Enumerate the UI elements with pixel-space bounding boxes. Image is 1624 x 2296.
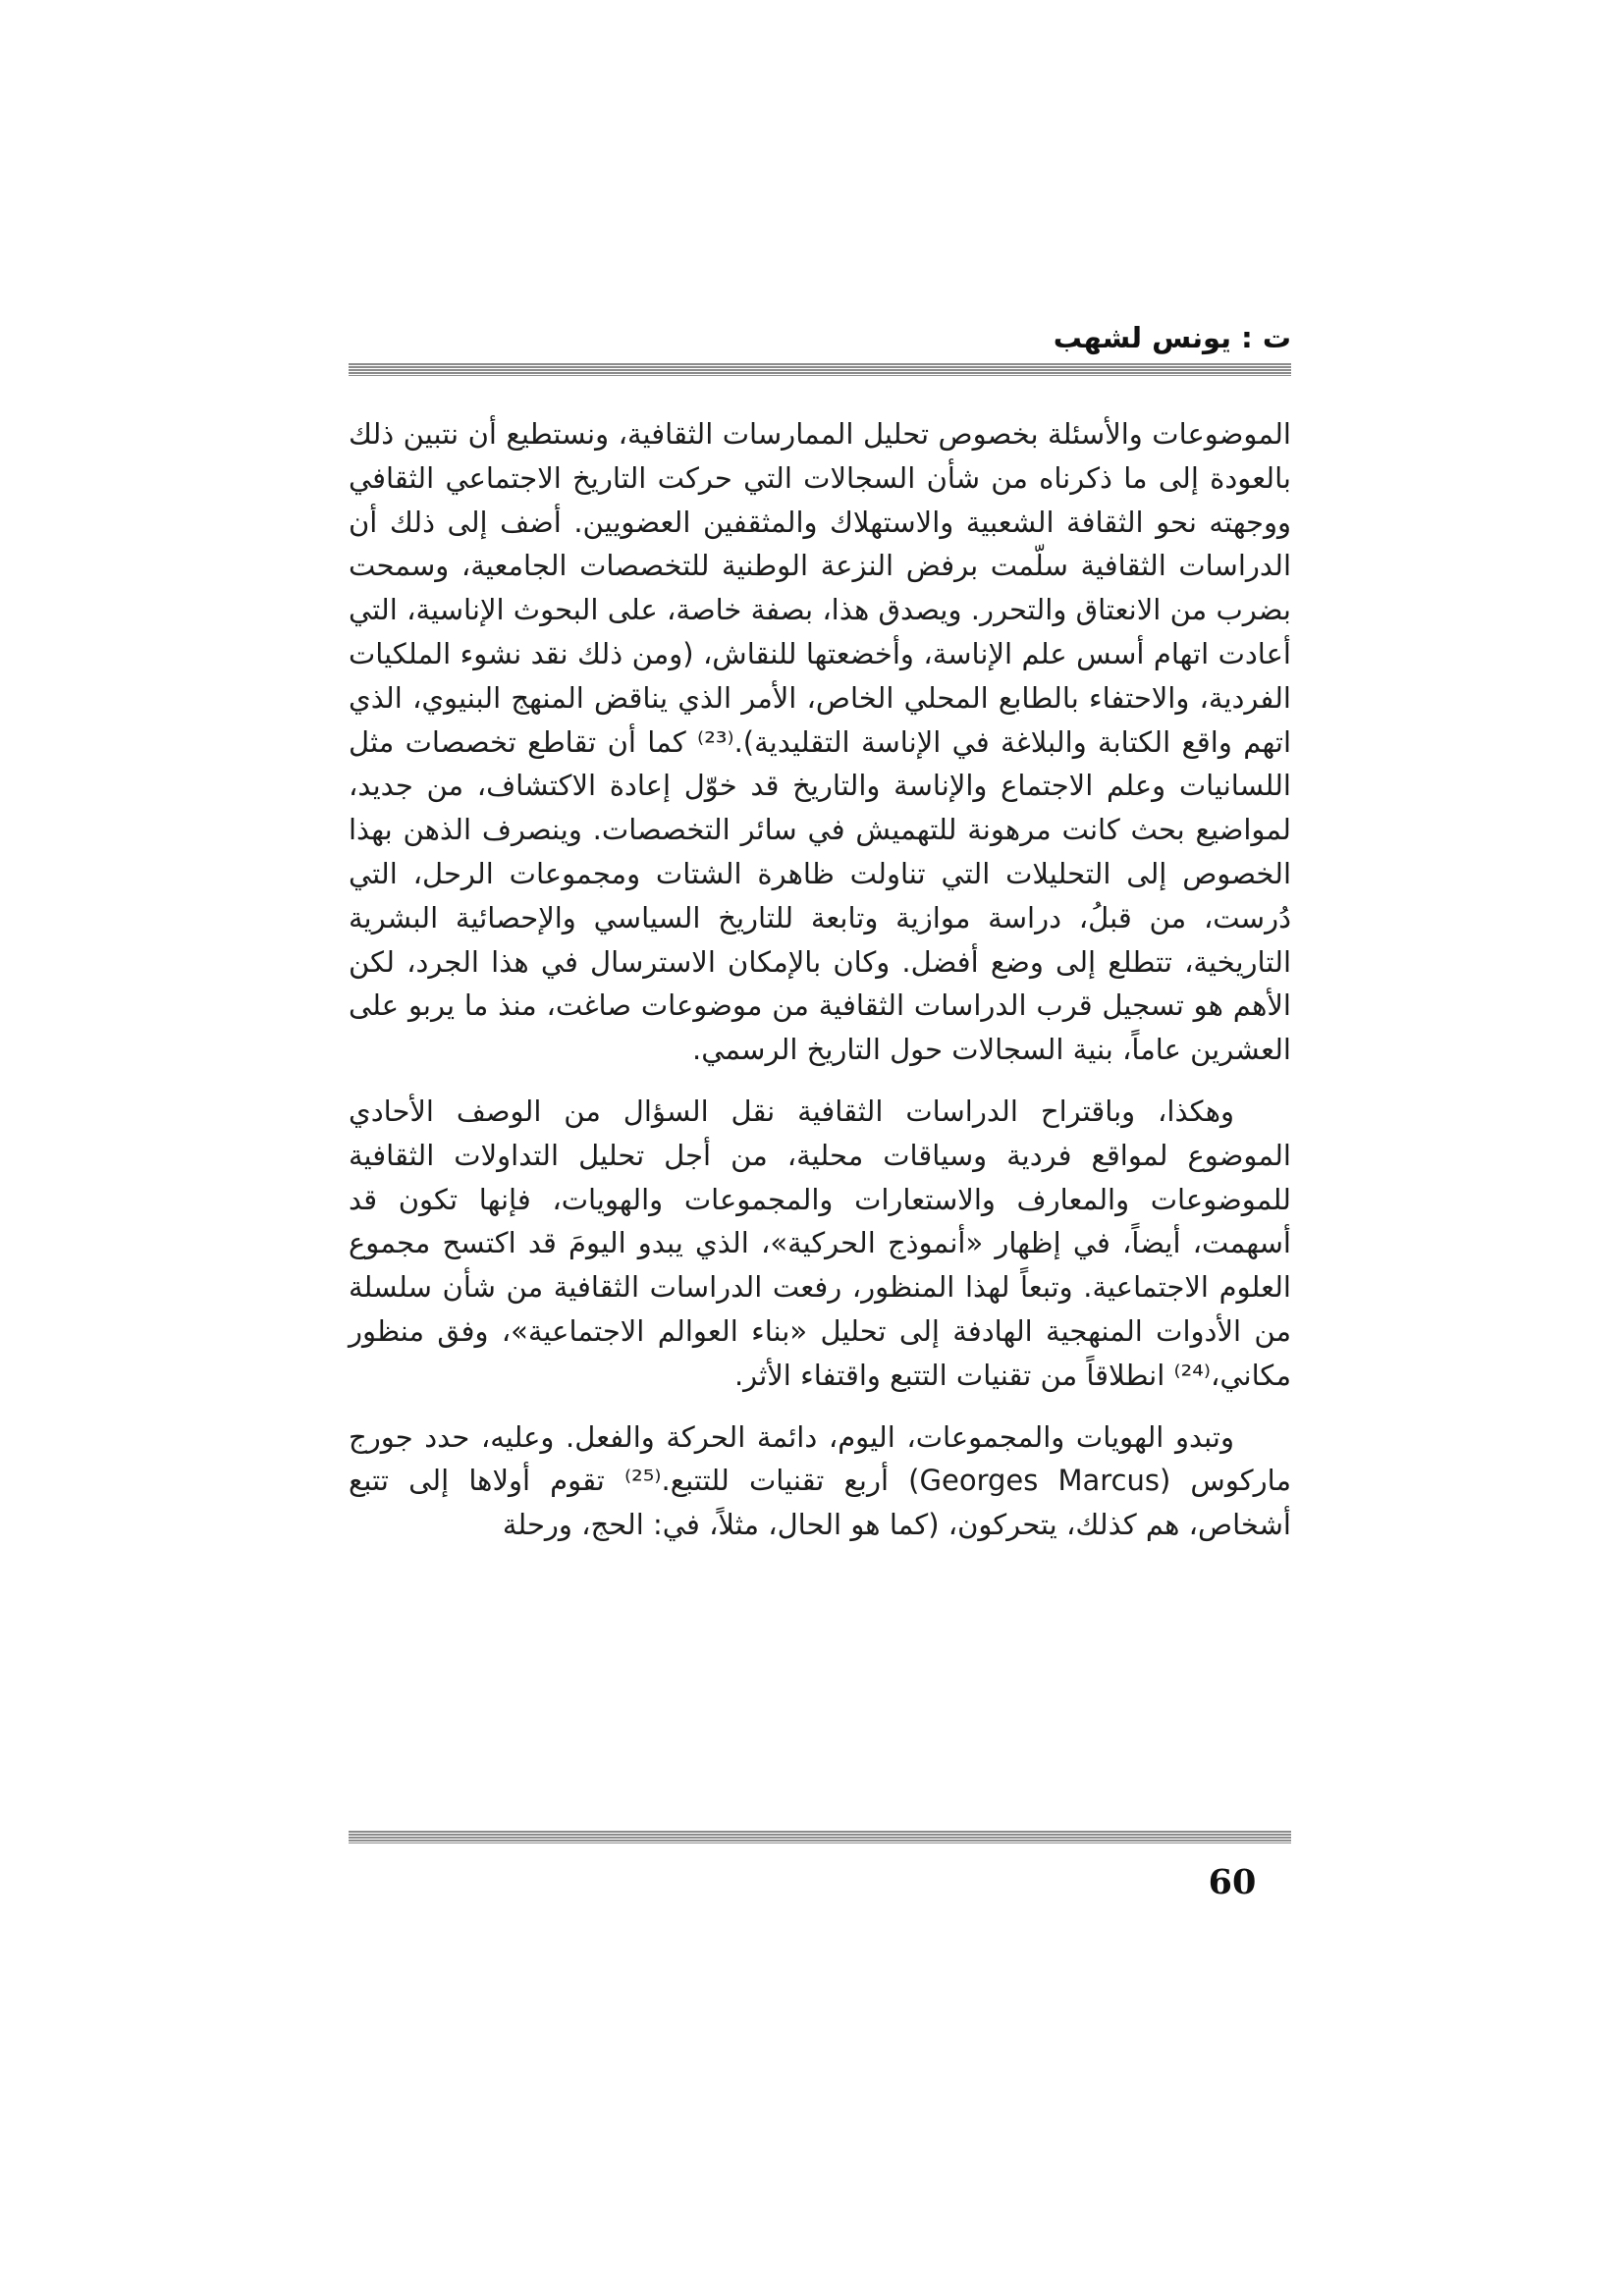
page-header (349, 318, 1291, 376)
footer-rule (349, 1831, 1291, 1843)
page-number: 60 (1208, 1862, 1257, 1902)
paragraph-3: وتبدو الهويات والمجموعات، اليوم، دائمة الحركة والفعل. وعليه، حدد جورج ماركوس (Georges Marcus) أربع تقنيات للتتبع.⁽²⁵⁾ تقوم أولاها إلى تتبع أشخاص، هم كذلك، يتحركون، (كما هو الحال، مثلاً، في: الحج، ورحلة (349, 1419, 1291, 1542)
paragraph-2: وهكذا، وباقتراح الدراسات الثقافية نقل السؤال من الوصف الأحادي الموضوع لمواقع فردية وسياقات محلية، من أجل تحليل التداولات الثقافية للموضوعات والمعارف والاستعارات والمجموعات والهويات، فإنها تكون قد أسهمت، أيضاً، في إظهار «أنموذج الحركية»، الذي يبدو اليومَ قد اكتسح مجموع العلوم الاجتماعية. وتبعاً لهذا المنظور، رفعت الدراسات الثقافية من شأن سلسلة من الأدوات المنهجية الهادفة إلى تحليل «بناء العوالم الاجتماعية»، وفق منظور مكاني،⁽²⁴⁾ انطلاقاً من تقنيات التتبع واقتفاء الأثر. (349, 1094, 1291, 1392)
text-body (349, 412, 1291, 1547)
header-rule (349, 363, 1291, 376)
paragraph-1: الموضوعات والأسئلة بخصوص تحليل الممارسات الثقافية، ونستطيع أن نتبين ذلك بالعودة إلى ما ذكرناه من شأن السجالات التي حركت التاريخ الاجتماعي الثقافي ووجهته نحو الثقافة الشعبية والاستهلاك والمثقفين العضويين. أضف إلى ذلك أن الدراسات الثقافية سلّمت برفض النزعة الوطنية للتخصصات الجامعية، وسمحت بضرب من الانعتاق والتحرر. ويصدق هذا، بصفة خاصة، على البحوث الإناسية، التي أعادت اتهام أسس علم الإناسة، وأخضعتها للنقاش، (ومن ذلك نقد نشوء الملكيات الفردية، والاحتفاء بالطابع المحلي الخاص، الأمر الذي يناقض المنهج البنيوي، الذي اتهم واقع الكتابة والبلاغة في الإناسة التقليدية).⁽²³⁾ كما أن تقاطع تخصصات مثل اللسانيات وعلم الاجتماع والإناسة والتاريخ قد خوّل إعادة الاكتشاف، من جديد، لمواضيع بحث كانت مرهونة للتهميش في سائر التخصصات. وينصرف الذهن بهذا الخصوص إلى التحليلات التي تناولت ظاهرة الشتات ومجموعات الرحل، التي دُرست، من قبلُ، دراسة موازية وتابعة للتاريخ السياسي والإحصائية البشرية التاريخية، تتطلع إلى وضع أفضل. وكان بالإمكان الاسترسال في هذا الجرد، لكن الأهم هو تسجيل قرب الدراسات الثقافية من موضوعات صاغت، منذ ما يربو على العشرين عاماً، بنية السجالات حول التاريخ الرسمي. (349, 417, 1292, 1067)
running-head-author: ت : يونس لشهب (1053, 321, 1291, 354)
